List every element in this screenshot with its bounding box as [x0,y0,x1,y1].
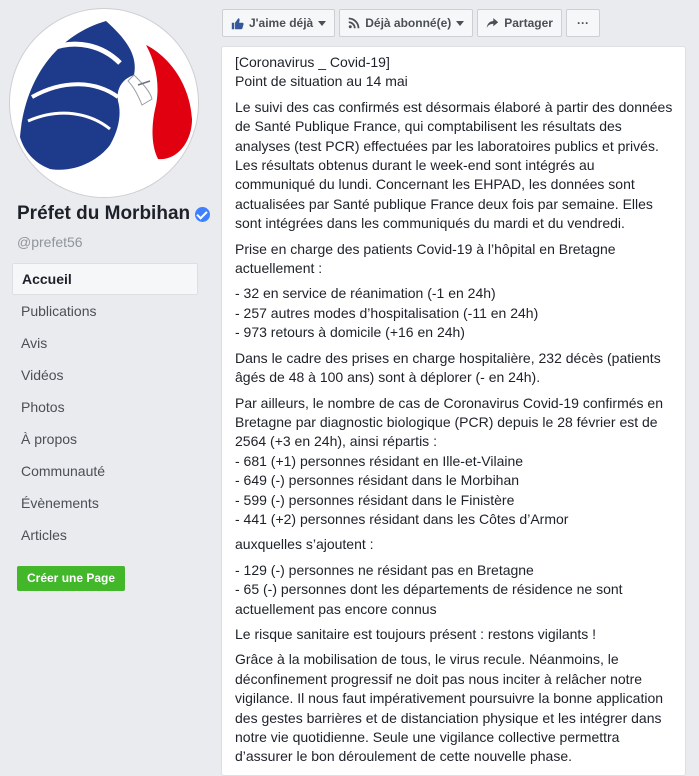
post-line: [Coronavirus _ Covid-19] [235,54,390,70]
marianne-logo [10,9,198,197]
sidebar-item-evenements[interactable]: Évènements [21,495,99,511]
sidebar-item-publications[interactable]: Publications [21,303,97,319]
post-line: - 65 (-) personnes dont les départements de résidence ne sont [235,581,623,598]
share-button[interactable] [477,9,562,37]
post-line: déconfinement progressif ne doit pas nous inciter à relâcher notre [235,670,643,687]
post-paragraph [235,240,673,279]
post-line: d’assurer le bon déroulement de cette nouvelle phase. [235,748,572,765]
follow-label: Déjà abonné(e) [365,16,452,30]
post-line: analyses (test PCR) effectuées par les laboratoires publics et privés. [235,137,659,154]
post-line: Bretagne par diagnostic biologique (PCR) depuis le 28 février est de [235,413,658,430]
post-line: des gestes barrières et de distanciation physique et les intégrer dans [235,709,662,726]
share-arrow-icon [486,17,499,29]
post-line: Les résultats obtenus durant le week-end sont intégrés au [235,157,595,174]
post-line: - 599 (-) personnes résidant dans le Finistère [235,491,515,508]
post-line: - 973 retours à domicile (+16 en 24h) [235,324,465,341]
post-line: Dans le cadre des prises en charge hospitalière, 232 décès (patients [235,349,661,366]
page-title[interactable] [17,203,210,225]
sidebar-item-photos[interactable]: Photos [21,399,65,415]
post-line: - 649 (-) personnes résidant dans le Morbihan [235,472,520,489]
post-line: sont intégrées dans les communiqués du mardi et du vendredi. [235,215,625,232]
post-line: actuellement : [235,260,323,277]
sidebar-nav [12,263,198,551]
post-line: - 681 (+1) personnes résidant en Ille-et-Vilaine [235,452,524,469]
post-paragraph [235,53,673,92]
more-dots-icon: ··· [576,16,589,30]
post-line: - 441 (+2) personnes résidant dans les Côtes d’Armor [235,510,569,527]
share-label: Partager [504,16,553,30]
left-column [0,0,208,762]
rss-icon [348,17,360,29]
post-line: actuellement pas encore connus [235,600,437,617]
post-line: - 257 autres modes d’hospitalisation (-11 en 24h) [235,304,539,321]
page-handle[interactable]: @prefet56 [17,234,83,250]
post-line: de Santé Publique France, qui comptabilisent les résultats des [235,118,622,135]
sidebar-item-articles[interactable]: Articles [21,527,67,543]
post-line: Le suivi des cas confirmés est désormais élaboré à partir des données [235,98,673,115]
follow-button[interactable] [339,9,473,37]
post-line: communiqué du lundi. Concernant les EHPAD, les données sont [235,176,635,193]
sidebar-item-communaute[interactable]: Communauté [21,463,106,479]
post-line: Par ailleurs, le nombre de cas de Coronavirus Covid-19 confirmés en [235,394,663,411]
thumbs-up-icon [231,17,244,30]
profile-picture[interactable] [10,9,198,197]
chevron-down-icon [456,21,464,26]
post-paragraph [235,394,673,530]
post-paragraph [235,98,673,234]
post-line: Le risque sanitaire est toujours présent : restons vigilants ! [235,625,597,642]
more-options-button[interactable] [566,9,600,37]
sidebar-item-videos[interactable]: Vidéos [21,367,64,383]
post-line: vigilance. Il nous faut impérativement poursuivre la bonne application [235,690,664,707]
post-line: Prise en charge des patients Covid-19 à l’hôpital en Bretagne [235,240,616,257]
sidebar-item-a-propos[interactable]: À propos [21,431,78,447]
post-line: âgés de 48 à 100 ans) sont à déplorer (- en 24h). [235,369,541,386]
post-paragraph [235,349,673,388]
page-name-text[interactable]: Préfet du Morbihan [17,203,191,224]
post-line: Point de situation au 14 mai [235,73,408,90]
like-button[interactable] [222,9,335,37]
post-line: notre vie quotidienne. Seule une vigilance collective permettra [235,729,620,745]
post-paragraph [235,535,673,554]
post-line: actualisées par Santé publique France deux fois par semaine. Elles [235,195,653,212]
chevron-down-icon [318,21,326,26]
sidebar-item-avis[interactable]: Avis [21,335,48,351]
page-action-toolbar [222,9,604,37]
create-page-button[interactable]: Créer une Page [17,566,125,591]
post-paragraph [235,625,673,644]
verified-badge-icon [195,207,210,222]
post-paragraph [235,284,673,342]
post-line: Grâce à la mobilisation de tous, le virus recule. Néanmoins, le [235,651,619,668]
post-line: auxquelles s’ajoutent : [235,536,374,553]
post-line: - 129 (-) personnes ne résidant pas en Bretagne [235,561,534,578]
post-paragraph [235,561,673,619]
post-paragraph [235,650,673,766]
post-text-card [221,46,686,776]
like-label: J'aime déjà [249,16,314,30]
sidebar-item-accueil[interactable]: Accueil [12,263,198,295]
post-line: - 32 en service de réanimation (-1 en 24h) [235,285,496,302]
post-line: 2564 (+3 en 24h), ainsi répartis : [235,433,437,450]
